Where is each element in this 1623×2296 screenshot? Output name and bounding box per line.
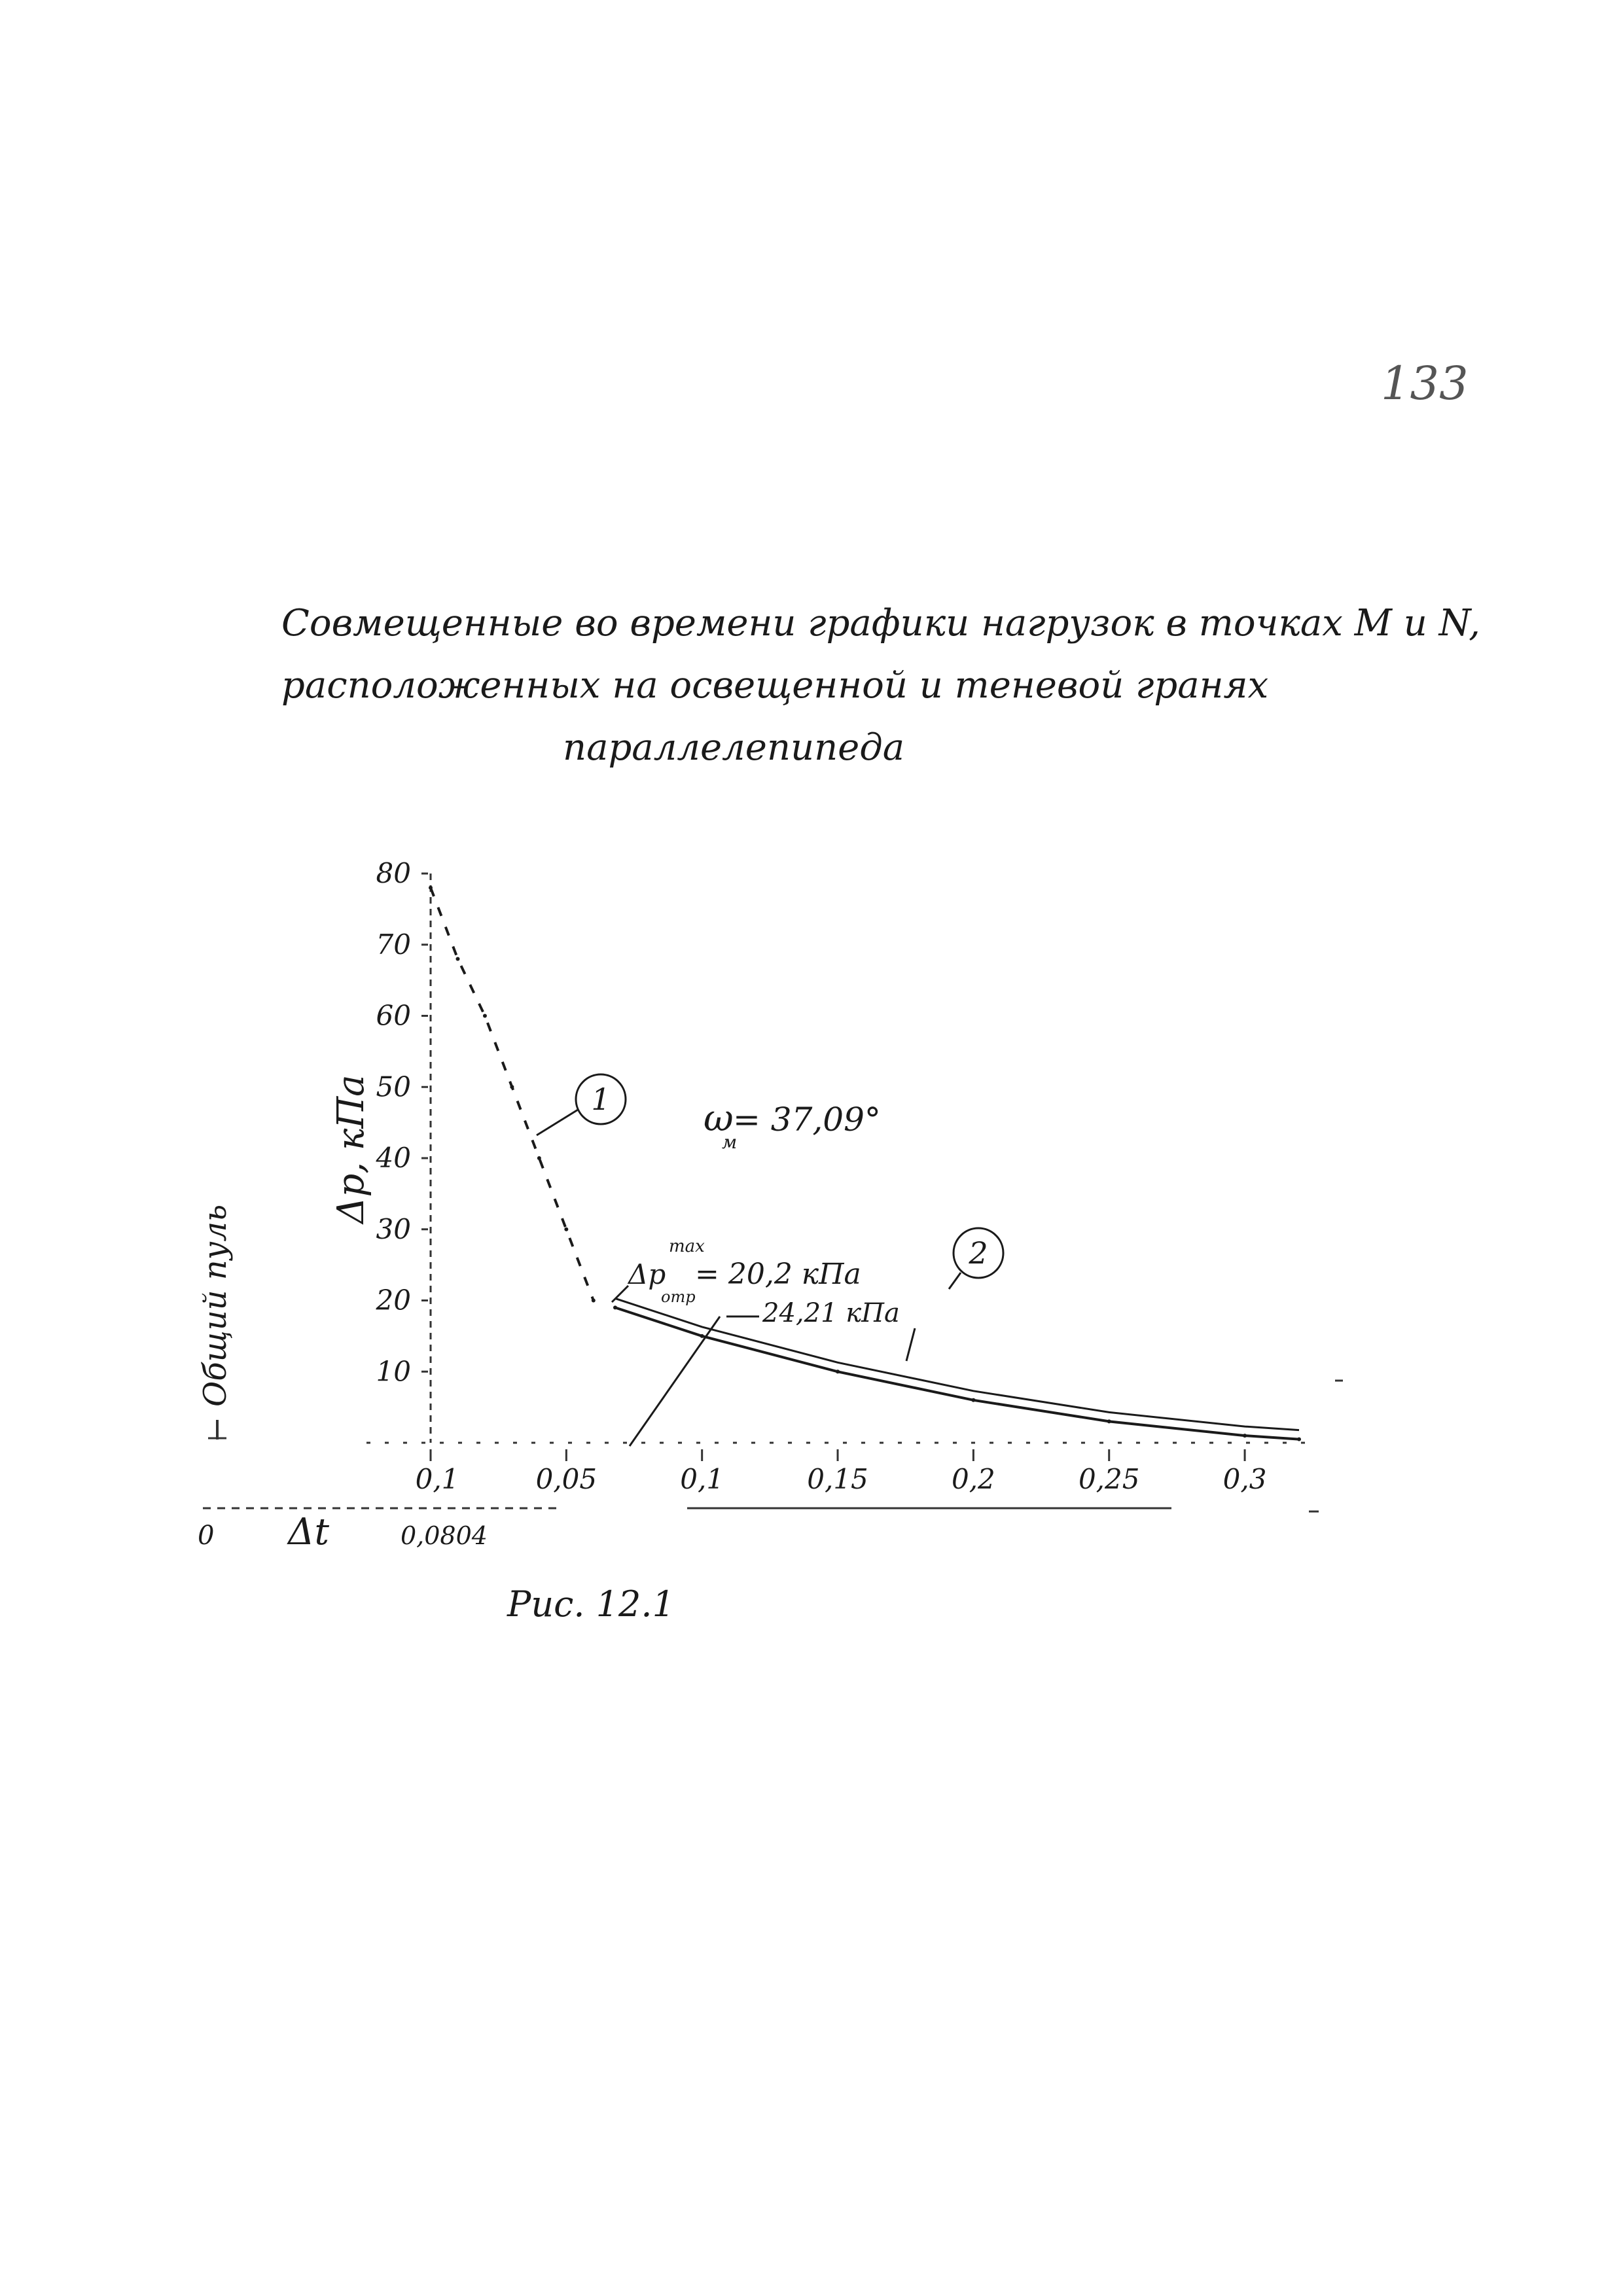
series-1-point <box>429 886 433 890</box>
series-2-point <box>1297 1438 1301 1441</box>
figure-caption: Рис. 12.1 <box>507 1583 675 1625</box>
series-2-point <box>1243 1434 1247 1438</box>
x-tick-label: 0,15 <box>807 1463 868 1495</box>
series-1-point <box>537 1156 541 1160</box>
second-value: 24,21 кПа <box>762 1298 900 1328</box>
y-tick-label: 50 <box>376 1070 411 1103</box>
x-tick-label: 0,2 <box>951 1463 995 1495</box>
series-1-line <box>431 888 594 1301</box>
series-layer <box>429 886 1301 1441</box>
page-number: 133 <box>1381 357 1469 410</box>
x-tick-label: 0,05 <box>535 1463 597 1495</box>
series-1-point <box>510 1085 514 1089</box>
series-2-leader <box>949 1273 961 1289</box>
series-1-point <box>483 1014 487 1018</box>
y-tick-label: 70 <box>376 928 411 961</box>
series-1-marker-label: 1 <box>591 1082 611 1117</box>
series-1-point <box>455 957 459 961</box>
y-tick-label: 30 <box>376 1212 411 1245</box>
dt-zero: 0 <box>198 1521 215 1551</box>
y-axis-label: Δp, кПа <box>330 1074 372 1224</box>
left-axis-label: Общий пуль <box>197 1204 234 1407</box>
series-2-point <box>971 1398 975 1402</box>
series-1-leader <box>537 1110 578 1135</box>
y-tick-label: 20 <box>376 1284 411 1316</box>
title-line-1: Совмещенные во времени графики нагрузок в точках М и N, <box>281 602 1480 645</box>
x-tick-label: 0,1 <box>415 1463 459 1495</box>
chart-axes <box>203 874 1343 1511</box>
series-2-point <box>700 1334 704 1338</box>
x-tick-labels <box>416 1449 1267 1495</box>
dp-max-subscript: отр <box>661 1288 696 1306</box>
title-line-3: параллелепипеда <box>563 726 905 769</box>
x-tick-label: 0,1 <box>680 1463 724 1495</box>
dp-max-superscript: max <box>669 1237 705 1256</box>
x-tick-label: 0,3 <box>1222 1463 1267 1495</box>
series-2-point <box>1107 1419 1111 1423</box>
y-tick-label: 60 <box>376 999 411 1032</box>
second-value-tick <box>906 1328 915 1361</box>
dp-max-value: = 20,2 кПа <box>695 1258 861 1291</box>
y-tick-label: 40 <box>376 1142 411 1174</box>
series-1-point <box>564 1227 568 1231</box>
series-1-point <box>592 1299 596 1303</box>
second-value-leader <box>630 1316 720 1446</box>
y-tick-label: 80 <box>376 857 411 889</box>
title-line-2: расположенных на освещенной и теневой гранях <box>281 664 1269 707</box>
time-scale <box>198 1511 488 1553</box>
omega-subscript: м <box>722 1131 738 1153</box>
omega-symbol: ω <box>704 1097 734 1140</box>
omega-annotation <box>704 1097 881 1153</box>
dp-max-symbol: Δp <box>628 1258 666 1290</box>
dt-label: Δt <box>288 1511 329 1553</box>
dp-max-annotation <box>612 1237 861 1306</box>
series-2-marker <box>949 1228 1003 1289</box>
y-tick-labels <box>376 857 428 1387</box>
y-tick-label: 10 <box>376 1355 411 1388</box>
series-2-point <box>836 1369 840 1373</box>
series-2-marker-label: 2 <box>969 1235 988 1271</box>
series-2-point <box>613 1305 617 1309</box>
omega-value: = 37,09° <box>733 1101 881 1139</box>
second-value-annotation <box>630 1298 915 1446</box>
dt-value: 0,0804 <box>401 1521 488 1550</box>
x-tick-label: 0,25 <box>1078 1463 1140 1495</box>
series-2-line <box>615 1307 1299 1439</box>
series-1-marker <box>537 1074 626 1135</box>
